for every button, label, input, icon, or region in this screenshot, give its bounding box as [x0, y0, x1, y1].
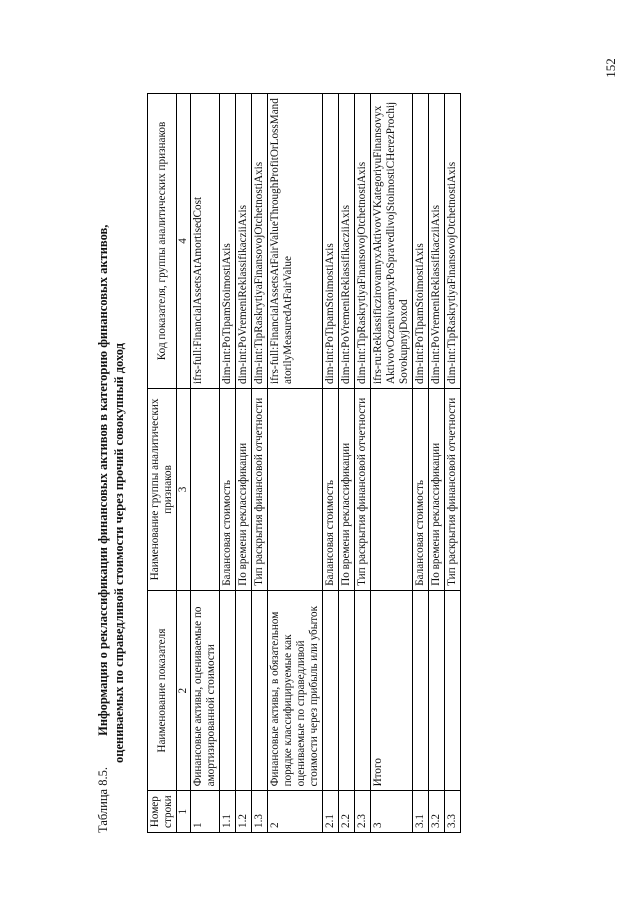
indicator-name [445, 590, 461, 791]
indicator-code: dim-int:PoVremeniReklassifikacziiAxis [429, 94, 445, 389]
group-name [268, 389, 323, 591]
indicator-code: dim-int:TipRaskrytiyaFinansovojOtchetnostiAxis [355, 94, 371, 389]
indicator-code: ifrs-full:FinancialAssetsAtAmortisedCost [191, 94, 220, 389]
table-row [268, 94, 323, 833]
table-label: Таблица 8.5. [96, 767, 110, 833]
table-row [339, 94, 355, 833]
row-number: 2.1 [323, 791, 339, 833]
indicator-name: Финансовые активы, в обязательном порядке классифицируемые как оцениваемые по справедливой стоимости через прибыль или убыток [268, 590, 323, 791]
indicator-name [355, 590, 371, 791]
row-number: 1.2 [236, 791, 252, 833]
table-title-line1: Информация о реклассификации финансовых активов в категорию финансовых активов, [96, 224, 110, 736]
group-name [371, 389, 413, 591]
indicator-name [252, 590, 268, 791]
group-name: Балансовая стоимость [413, 389, 429, 591]
group-name: Балансовая стоимость [220, 389, 236, 591]
table-row [371, 94, 413, 833]
group-name: По времени реклассификации [429, 389, 445, 591]
group-name: По времени реклассификации [339, 389, 355, 591]
header-code: Код показателя, группы аналитических признаков [148, 94, 177, 389]
indicator-code: dim-int:PoTipamStoimostiAxis [323, 94, 339, 389]
group-name: Балансовая стоимость [323, 389, 339, 591]
row-number: 2.3 [355, 791, 371, 833]
group-name: Тип раскрытия финансовой отчетности [445, 389, 461, 591]
indicator-name [429, 590, 445, 791]
row-number: 3.3 [445, 791, 461, 833]
indicator-code: dim-int:TipRaskrytiyaFinansovojOtchetnostiAxis [252, 94, 268, 389]
header-indicator-name: Наименование показателя [148, 590, 177, 791]
indicator-code: dim-int:TipRaskrytiyaFinansovojOtchetnostiAxis [445, 94, 461, 389]
table-row [191, 94, 220, 833]
group-name: По времени реклассификации [236, 389, 252, 591]
group-name: Тип раскрытия финансовой отчетности [355, 389, 371, 591]
column-number: 4 [177, 94, 191, 389]
table-row [220, 94, 236, 833]
indicator-name [236, 590, 252, 791]
indicator-code: dim-int:PoTipamStoimostiAxis [220, 94, 236, 389]
page-number: 152 [602, 58, 618, 78]
rotated-content [95, 73, 525, 833]
indicator-code: dim-int:PoVremeniReklassifikacziiAxis [339, 94, 355, 389]
row-number: 2.2 [339, 791, 355, 833]
header-group-name: Наименование группы аналитических признаков [148, 389, 177, 591]
indicator-name [220, 590, 236, 791]
indicator-code: dim-int:PoTipamStoimostiAxis [413, 94, 429, 389]
column-number: 3 [177, 389, 191, 591]
row-number: 3.2 [429, 791, 445, 833]
row-number: 1 [191, 791, 220, 833]
group-name [191, 389, 220, 591]
column-number: 2 [177, 590, 191, 791]
group-name: Тип раскрытия финансовой отчетности [252, 389, 268, 591]
indicator-code: dim-int:PoVremeniReklassifikacziiAxis [236, 94, 252, 389]
table-row [323, 94, 339, 833]
table-row [355, 94, 371, 833]
table-row [236, 94, 252, 833]
reclassification-table [147, 93, 461, 833]
indicator-name [413, 590, 429, 791]
table-row [429, 94, 445, 833]
indicator-name [323, 590, 339, 791]
table-caption [95, 73, 127, 833]
table-row [445, 94, 461, 833]
row-number: 1.1 [220, 791, 236, 833]
indicator-code: ifrs-ru:ReklassificzirovannyxAktivovVKategoriyuFinansovyxAktivovOczenivaemyxPoSpravedlivojStoimostiCHerezProchijSovokupnyjDoxod [371, 94, 413, 389]
row-number: 3.1 [413, 791, 429, 833]
column-number-row [177, 94, 191, 833]
indicator-name [339, 590, 355, 791]
row-number: 3 [371, 791, 413, 833]
header-row [148, 94, 177, 833]
indicator-name: Финансовые активы, оцениваемые по амортизированной стоимости [191, 590, 220, 791]
row-number: 1.3 [252, 791, 268, 833]
column-number: 1 [177, 791, 191, 833]
indicator-name: Итого [371, 590, 413, 791]
row-number: 2 [268, 791, 323, 833]
indicator-code: ifrs-full:FinancialAssetsAtFairValueThroughProfitOrLossMandatorilyMeasuredAtFairValue [268, 94, 323, 389]
table-title-line2: оцениваемых по справедливой стоимости через прочий совокупный доход [112, 343, 126, 763]
table-row [413, 94, 429, 833]
header-row-number: Номер строки [148, 791, 177, 833]
table-row [252, 94, 268, 833]
